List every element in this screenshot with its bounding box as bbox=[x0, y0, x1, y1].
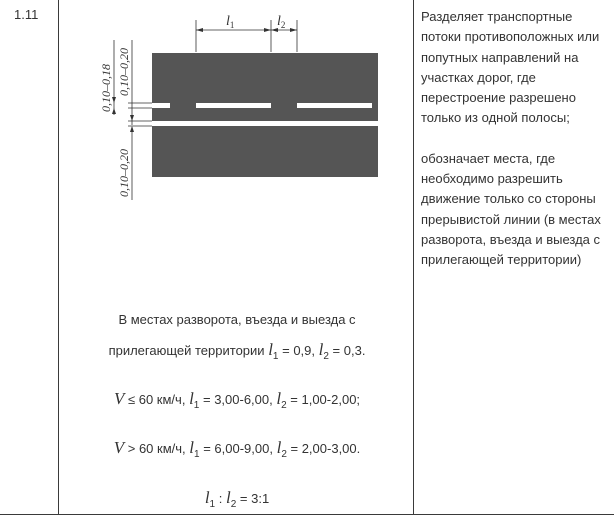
var-sub: 1 bbox=[272, 351, 279, 362]
formula-line-2 bbox=[60, 340, 414, 360]
var-sub: 1 bbox=[194, 449, 200, 460]
formula-text: В местах разворота, въезда и выезда с bbox=[118, 312, 356, 327]
column-divider bbox=[58, 0, 59, 515]
arrow-icon bbox=[290, 28, 297, 32]
marking-number: 1.11 bbox=[14, 7, 39, 22]
var-sub: 1 bbox=[193, 400, 200, 411]
var-v: V bbox=[113, 438, 125, 457]
formula-value: = 3,00-6,00, bbox=[202, 392, 273, 407]
var-sub: 2 bbox=[323, 351, 329, 362]
label-l2: $l_2$ bbox=[277, 14, 286, 30]
description-paragraph: обозначает места, где необходимо разрешить движение только со стороны прерывистой линии (в местах разворота, въезда и выезда с прилегающей территории) bbox=[421, 150, 601, 268]
formula-value: = 3:1 bbox=[239, 491, 270, 506]
description-paragraph: Разделяет транспортные потоки противоположных или попутных направлений на участках дорог, где перестроение разрешено только из одной полосы; bbox=[421, 9, 600, 126]
formula-condition: > 60 км/ч, bbox=[127, 441, 186, 456]
var-sub: 1 bbox=[209, 499, 216, 510]
formula-line-5 bbox=[60, 488, 414, 508]
dash-segment bbox=[297, 103, 372, 108]
marking-description bbox=[421, 7, 607, 271]
var-l: l bbox=[189, 389, 194, 408]
arrow-icon bbox=[130, 115, 134, 121]
label-l1: $l_1$ bbox=[226, 14, 235, 30]
formula-text: прилегающей территории bbox=[108, 343, 265, 358]
marking-diagram bbox=[90, 0, 390, 210]
solid-line bbox=[152, 121, 378, 126]
formula-value: = 2,00-3,00. bbox=[290, 441, 361, 456]
formula-value: = 0,9, bbox=[282, 343, 315, 358]
formula-value: = 0,3. bbox=[332, 343, 366, 358]
var-l: l bbox=[276, 438, 282, 457]
formula-line-1 bbox=[60, 312, 414, 327]
var-sub: 2 bbox=[281, 449, 287, 460]
formula-line-4 bbox=[60, 438, 414, 458]
dim-text-bottom: 0,10–0,20 bbox=[117, 149, 131, 197]
dim-text-top-1: 0,10–0,18 bbox=[99, 64, 113, 112]
formula-line-3 bbox=[60, 389, 414, 409]
var-v: V bbox=[113, 389, 125, 408]
var-l: l bbox=[318, 340, 324, 359]
formula-condition: ≤ 60 км/ч, bbox=[127, 392, 186, 407]
var-l: l bbox=[204, 488, 210, 507]
var-l: l bbox=[276, 389, 282, 408]
formula-separator: : bbox=[218, 491, 223, 506]
dash-segment bbox=[196, 103, 271, 108]
road-surface-bottom bbox=[152, 126, 378, 177]
road-surface-top bbox=[152, 53, 378, 121]
var-l: l bbox=[189, 438, 195, 457]
var-l: l bbox=[268, 340, 273, 359]
formula-value: = 1,00-2,00; bbox=[290, 392, 361, 407]
formula-value: = 6,00-9,00, bbox=[203, 441, 273, 456]
var-l: l bbox=[225, 488, 231, 507]
var-sub: 2 bbox=[281, 400, 287, 411]
arrow-icon bbox=[264, 28, 271, 32]
dim-text-top-2: 0,10–0,20 bbox=[117, 48, 131, 96]
var-sub: 2 bbox=[230, 499, 237, 510]
dash-segment bbox=[152, 103, 170, 108]
arrow-icon bbox=[130, 126, 134, 132]
arrow-icon bbox=[196, 28, 203, 32]
